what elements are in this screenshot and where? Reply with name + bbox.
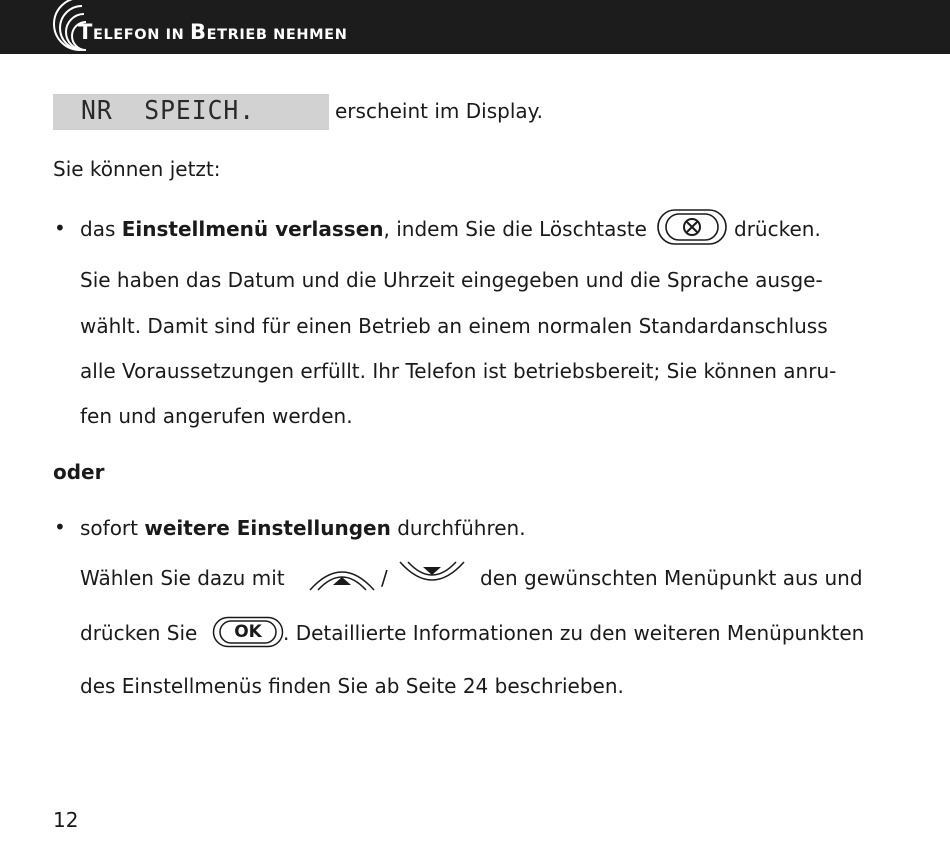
intro-text: Sie können jetzt: <box>53 157 221 181</box>
bullet-2-pre: sofort <box>80 516 145 540</box>
header-title-cap-1: T <box>78 20 93 44</box>
display-caption: erscheint im Display. <box>335 99 543 123</box>
page-number: 12 <box>53 808 79 832</box>
header-title-rest-3: ETRIEB <box>206 27 268 43</box>
lcd-display-text: NR SPEICH. <box>81 96 256 126</box>
ok-key-icon <box>212 616 284 648</box>
bullet-1-line <box>80 217 647 241</box>
header-title-rest-2: IN <box>159 27 190 43</box>
down-arrow-key-icon <box>396 558 468 590</box>
bullet-2-line <box>80 516 526 540</box>
delete-key-icon <box>656 208 728 246</box>
header-bar <box>0 0 950 54</box>
bullet-2-marker: • <box>54 515 66 539</box>
bullet-1-body-line-4: fen und angerufen werden. <box>80 404 353 428</box>
bullet-1-pre: das <box>80 217 122 241</box>
ok-key-label: OK <box>234 622 262 642</box>
bullet-2-line1-pre: Wählen Sie dazu mit <box>80 566 285 590</box>
bullet-2-line2-pre: drücken Sie <box>80 621 198 645</box>
header-title-rest-1: ELEFON <box>92 27 160 43</box>
bullet-1-marker: • <box>54 216 66 240</box>
oder-label: oder <box>53 460 105 484</box>
bullet-1-post: drücken. <box>734 217 821 241</box>
bullet-1-mid: , indem Sie die Löschtaste <box>383 217 647 241</box>
up-arrow-key-icon <box>306 562 378 594</box>
header-title-cap-3: B <box>190 20 207 44</box>
bullet-2-bold: weitere Einstellungen <box>144 516 391 540</box>
arrow-slash: / <box>381 566 388 590</box>
bullet-2-line1-post: den gewünschten Menüpunkt aus und <box>480 566 863 590</box>
header-title-rest-4: NEHMEN <box>267 27 348 43</box>
header-title <box>78 20 347 44</box>
bullet-2-post: durchführen. <box>390 516 526 540</box>
bullet-1-bold: Einstellmenü verlassen <box>121 217 384 241</box>
lcd-display <box>53 94 329 130</box>
bullet-1-body-line-1: Sie haben das Datum und die Uhrzeit eingegeben und die Sprache ausge- <box>80 268 823 292</box>
bullet-1-body-line-3: alle Voraussetzungen erfüllt. Ihr Telefon ist betriebsbereit; Sie können anru- <box>80 359 837 383</box>
bullet-2-line2-post: . Detaillierte Informationen zu den weiteren Menüpunkten <box>283 621 865 645</box>
bullet-1-body-line-2: wählt. Damit sind für einen Betrieb an einem normalen Standardanschluss <box>80 314 828 338</box>
bullet-2-line3: des Einstellmenüs finden Sie ab Seite 24 beschrieben. <box>80 674 624 698</box>
